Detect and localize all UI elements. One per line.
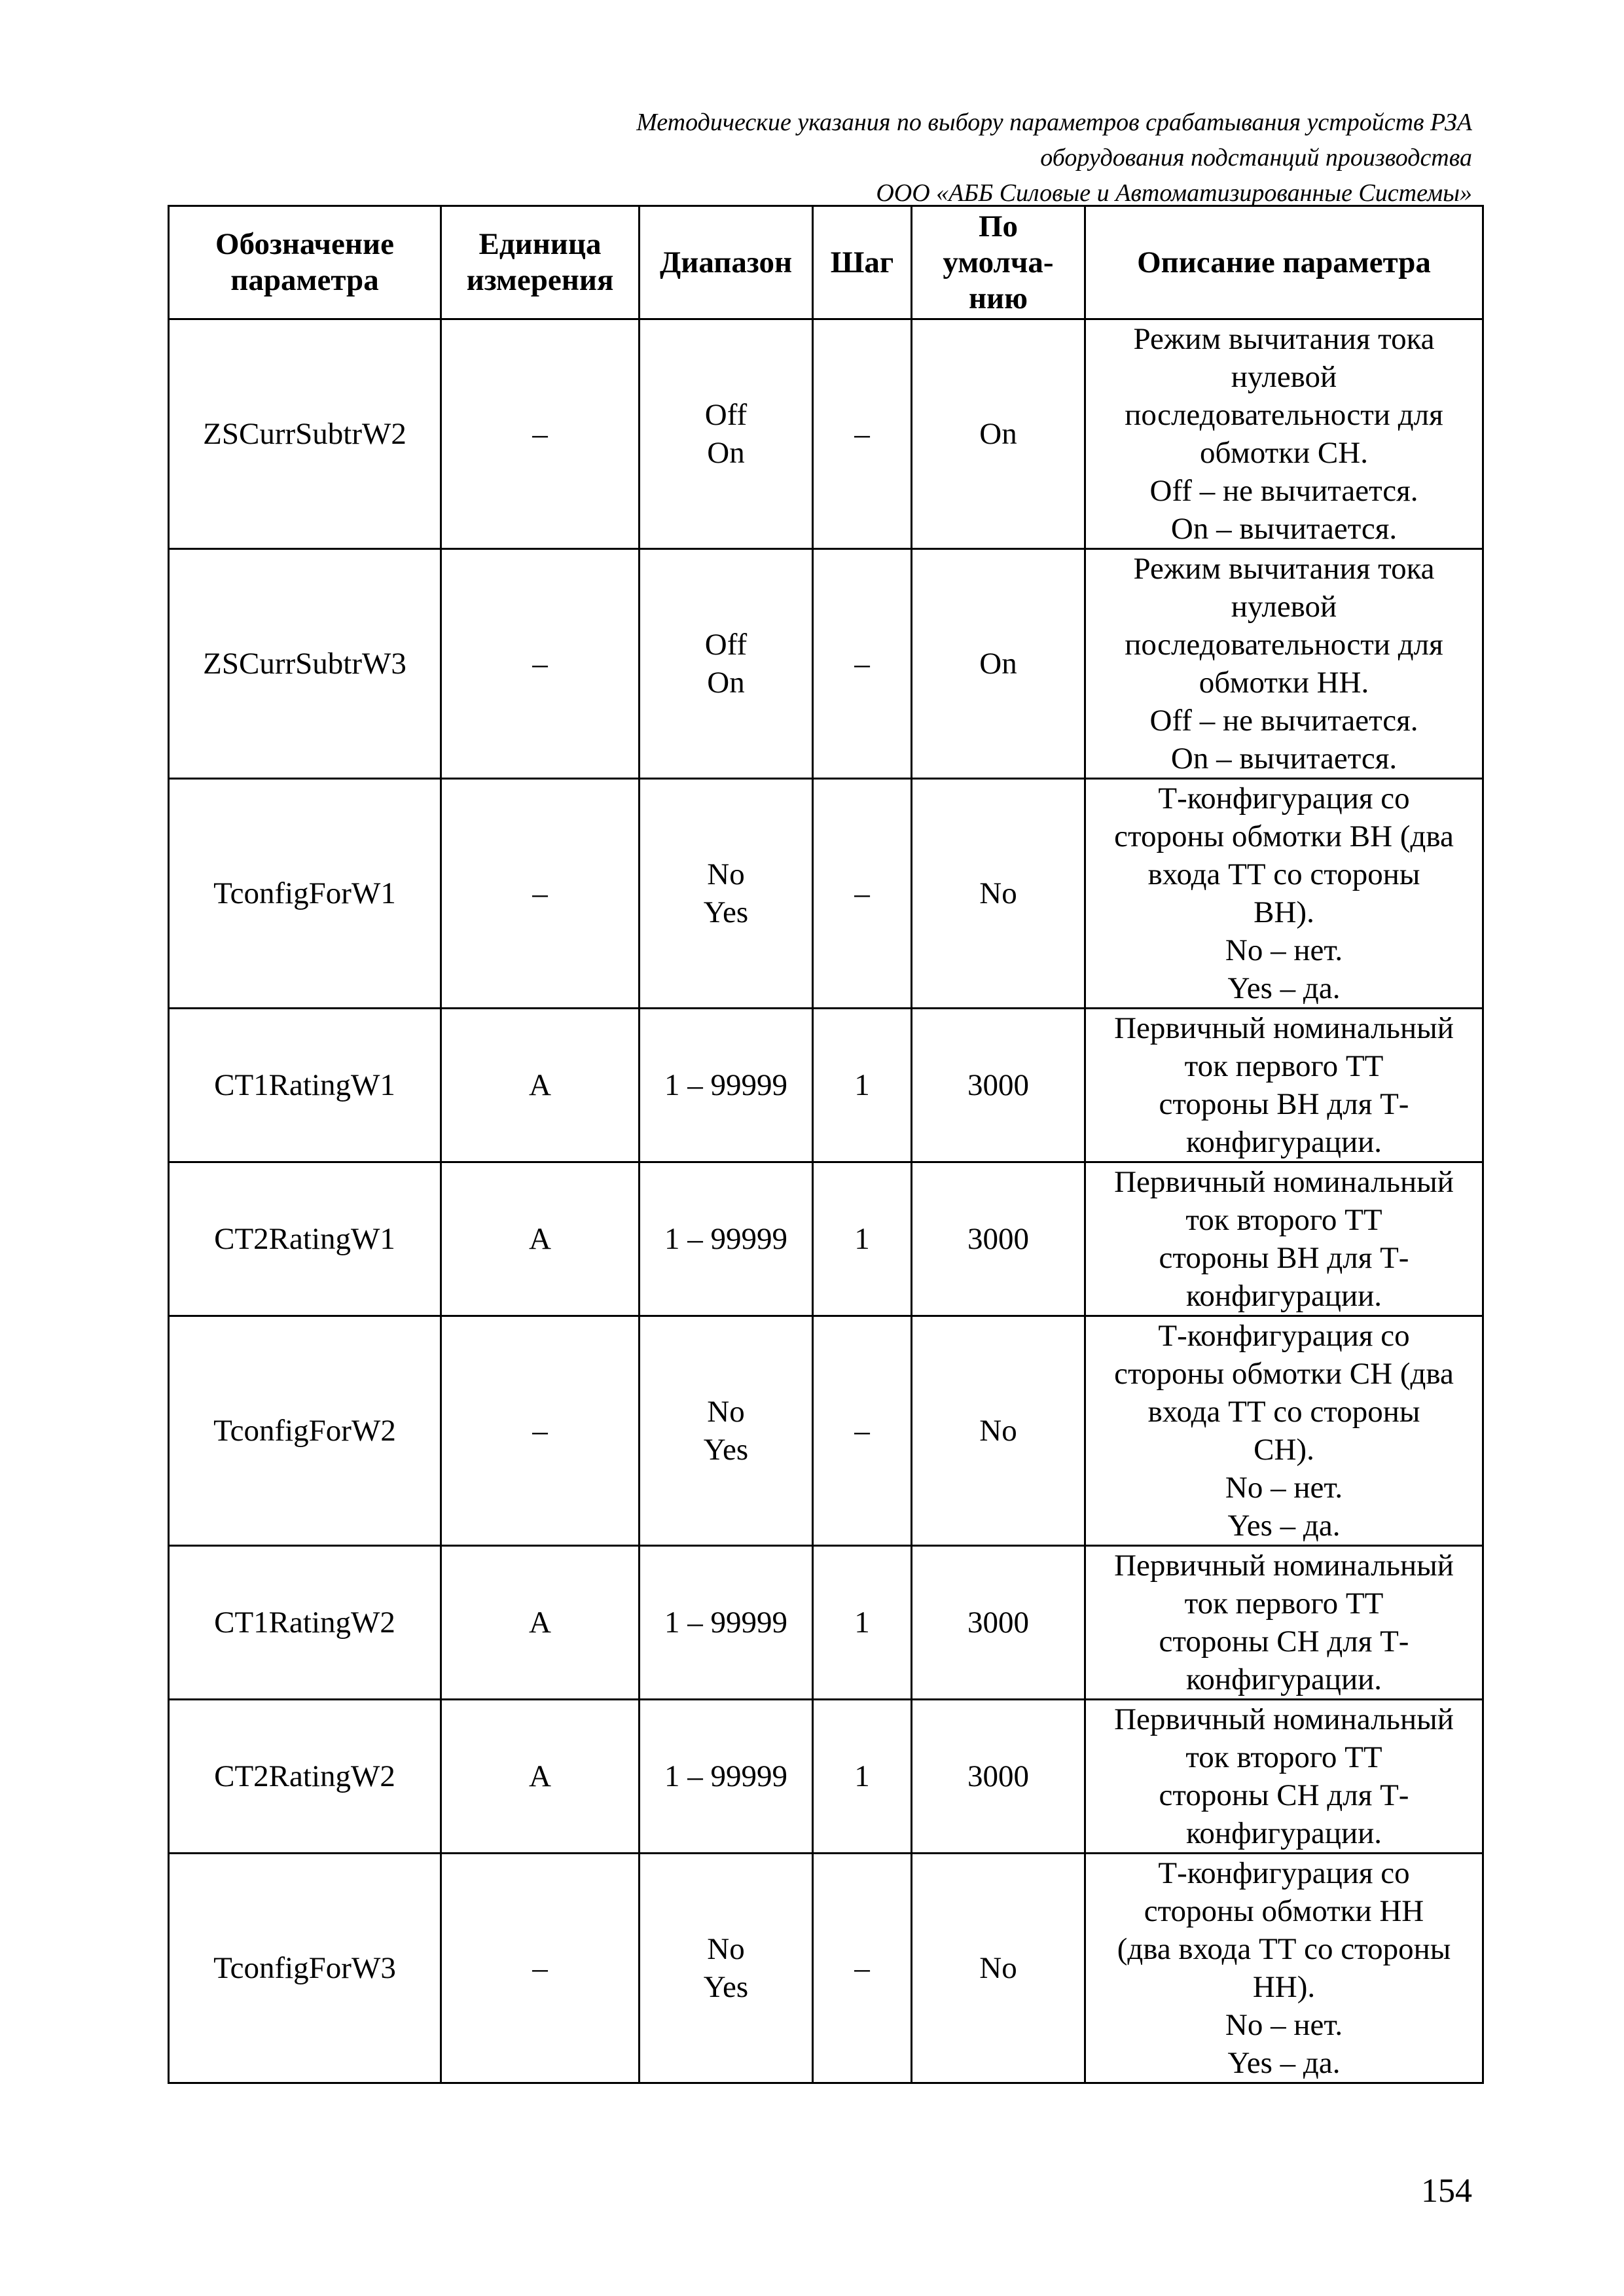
param-name-cell: TconfigForW1 — [169, 779, 441, 1009]
header-text-line: Диапазон — [659, 245, 793, 279]
description-cell-line: No – нет. — [1225, 933, 1343, 967]
default-cell: 3000 — [912, 1546, 1085, 1700]
step-cell: – — [813, 319, 912, 549]
unit-cell: A — [441, 1162, 640, 1316]
header-text-line: Обозначение — [215, 227, 394, 261]
description-cell-line: ВН). — [1254, 895, 1314, 929]
step-cell: – — [813, 779, 912, 1009]
description-cell-line: СН). — [1254, 1433, 1314, 1467]
description-cell-line: Т-конфигурация со — [1158, 781, 1410, 816]
description-cell-line: стороны ВН для Т- — [1159, 1241, 1409, 1275]
default-cell: No — [912, 779, 1085, 1009]
description-cell-line: No – нет. — [1225, 2008, 1343, 2042]
description-cell-line: последовательности для — [1125, 628, 1443, 662]
unit-cell: – — [441, 1316, 640, 1546]
param-name-cell: TconfigForW3 — [169, 1854, 441, 2083]
header-range — [640, 206, 813, 319]
description-cell-line: нулевой — [1231, 590, 1337, 624]
range-cell-line: 1 – 99999 — [664, 1759, 787, 1793]
description-cell-line: стороны обмотки ВН (два — [1114, 819, 1454, 853]
description-cell — [1085, 1700, 1483, 1854]
default-cell: On — [912, 319, 1085, 549]
header-text-line: По — [978, 209, 1019, 243]
description-cell-line: On – вычитается. — [1170, 742, 1398, 776]
range-cell — [640, 1162, 813, 1316]
header-text-line: измерения — [466, 263, 614, 297]
description-cell-line: Режим вычитания тока — [1133, 552, 1435, 586]
range-cell-line: Off — [704, 398, 748, 432]
header-text-line: нию — [968, 281, 1028, 315]
range-cell-line: Yes — [703, 1433, 749, 1467]
default-cell: No — [912, 1854, 1085, 2083]
range-cell-line: 1 – 99999 — [664, 1068, 787, 1102]
description-cell-line: ток второго ТТ — [1185, 1740, 1382, 1774]
header-step — [813, 206, 912, 319]
description-cell — [1085, 1854, 1483, 2083]
description-cell-line: конфигурации. — [1185, 1125, 1382, 1159]
range-cell-line: Yes — [703, 895, 749, 929]
description-cell-line: последовательности для — [1125, 398, 1443, 432]
header-param-name — [169, 206, 441, 319]
description-cell-line: Yes – да. — [1227, 1509, 1341, 1543]
table-row — [169, 1546, 1483, 1700]
description-cell-line: стороны СН для Т- — [1159, 1624, 1409, 1659]
description-cell-line: Первичный номинальный — [1114, 1011, 1454, 1045]
description-cell-line: Первичный номинальный — [1114, 1702, 1454, 1736]
description-cell-line: Режим вычитания тока — [1133, 322, 1435, 356]
description-cell — [1085, 319, 1483, 549]
table-body — [169, 319, 1483, 2083]
header-line-2: оборудования подстанций производства — [1040, 144, 1472, 171]
header-default — [912, 206, 1085, 319]
description-cell-line: входа ТТ со стороны — [1147, 1395, 1420, 1429]
description-cell-line: стороны обмотки НН — [1144, 1894, 1424, 1928]
param-name-cell: TconfigForW2 — [169, 1316, 441, 1546]
table-row — [169, 319, 1483, 549]
header-text-line: Шаг — [830, 245, 894, 279]
description-cell-line: стороны СН для Т- — [1159, 1778, 1409, 1812]
range-cell — [640, 549, 813, 779]
range-cell-line: Off — [704, 628, 748, 662]
header-text-line: Описание параметра — [1137, 245, 1431, 279]
range-cell-line: 1 – 99999 — [664, 1605, 787, 1640]
param-name-cell: CT2RatingW2 — [169, 1700, 441, 1854]
default-cell: On — [912, 549, 1085, 779]
param-name-cell: CT1RatingW2 — [169, 1546, 441, 1700]
header-line-1: Методические указания по выбору параметров срабатывания устройств РЗА — [636, 109, 1472, 136]
unit-cell: – — [441, 1854, 640, 2083]
description-cell-line: No – нет. — [1225, 1471, 1343, 1505]
step-cell: – — [813, 549, 912, 779]
description-cell-line: ток первого ТТ — [1184, 1587, 1384, 1621]
table-row — [169, 779, 1483, 1009]
param-name-cell: CT1RatingW1 — [169, 1009, 441, 1162]
description-cell-line: конфигурации. — [1185, 1816, 1382, 1850]
description-cell-line: нулевой — [1231, 360, 1337, 394]
description-cell-line: конфигурации. — [1185, 1279, 1382, 1313]
default-cell: 3000 — [912, 1162, 1085, 1316]
description-cell-line: Off – не вычитается. — [1149, 704, 1418, 738]
table-header-row — [169, 206, 1483, 319]
range-cell — [640, 319, 813, 549]
header-text-line: умолча- — [943, 245, 1054, 279]
description-cell-line: обмотки СН. — [1200, 436, 1368, 470]
range-cell-line: 1 – 99999 — [664, 1222, 787, 1256]
description-cell-line: Off – не вычитается. — [1149, 474, 1418, 508]
description-cell-line: стороны ВН для Т- — [1159, 1087, 1409, 1121]
range-cell-line: On — [707, 436, 745, 470]
page-number: 154 — [1421, 2172, 1472, 2210]
header-description — [1085, 206, 1483, 319]
description-cell-line: Первичный номинальный — [1114, 1165, 1454, 1199]
range-cell — [640, 779, 813, 1009]
range-cell — [640, 1700, 813, 1854]
range-cell-line: On — [707, 666, 745, 700]
step-cell: – — [813, 1316, 912, 1546]
description-cell-line: ток второго ТТ — [1185, 1203, 1382, 1237]
range-cell — [640, 1854, 813, 2083]
header-text-line: параметра — [230, 263, 379, 297]
description-cell-line: конфигурации. — [1185, 1662, 1382, 1696]
description-cell — [1085, 1316, 1483, 1546]
running-header — [636, 105, 1472, 211]
description-cell-line: Yes – да. — [1227, 971, 1341, 1005]
header-line-3: ООО «АББ Силовые и Автоматизированные Системы» — [876, 179, 1472, 207]
default-cell: 3000 — [912, 1700, 1085, 1854]
step-cell: 1 — [813, 1009, 912, 1162]
default-cell: 3000 — [912, 1009, 1085, 1162]
step-cell: 1 — [813, 1162, 912, 1316]
description-cell-line: обмотки НН. — [1199, 666, 1369, 700]
description-cell — [1085, 779, 1483, 1009]
table-row — [169, 1700, 1483, 1854]
unit-cell: A — [441, 1546, 640, 1700]
unit-cell: A — [441, 1009, 640, 1162]
description-cell-line: Yes – да. — [1227, 2046, 1341, 2080]
description-cell-line: Первичный номинальный — [1114, 1549, 1454, 1583]
range-cell-line: No — [707, 1395, 745, 1429]
header-text-line: Единица — [478, 227, 602, 261]
description-cell-line: НН). — [1252, 1970, 1316, 2004]
description-cell — [1085, 1546, 1483, 1700]
description-cell-line: стороны обмотки СН (два — [1114, 1357, 1454, 1391]
description-cell-line: ток первого ТТ — [1184, 1049, 1384, 1083]
range-cell-line: No — [707, 857, 745, 891]
table-row — [169, 1854, 1483, 2083]
default-cell: No — [912, 1316, 1085, 1546]
table-row — [169, 1009, 1483, 1162]
range-cell — [640, 1546, 813, 1700]
description-cell-line: (два входа ТТ со стороны — [1117, 1932, 1451, 1966]
description-cell — [1085, 549, 1483, 779]
range-cell-line: Yes — [703, 1970, 749, 2004]
table-row — [169, 1316, 1483, 1546]
description-cell — [1085, 1009, 1483, 1162]
description-cell-line: Т-конфигурация со — [1158, 1319, 1410, 1353]
param-name-cell: ZSCurrSubtrW2 — [169, 319, 441, 549]
parameters-table — [168, 205, 1484, 2084]
header-unit — [441, 206, 640, 319]
range-cell — [640, 1316, 813, 1546]
table-row — [169, 1162, 1483, 1316]
unit-cell: A — [441, 1700, 640, 1854]
range-cell-line: No — [707, 1932, 745, 1966]
description-cell-line: Т-конфигурация со — [1158, 1856, 1410, 1890]
description-cell-line: On – вычитается. — [1170, 512, 1398, 546]
description-cell — [1085, 1162, 1483, 1316]
unit-cell: – — [441, 319, 640, 549]
unit-cell: – — [441, 779, 640, 1009]
step-cell: 1 — [813, 1700, 912, 1854]
param-name-cell: ZSCurrSubtrW3 — [169, 549, 441, 779]
unit-cell: – — [441, 549, 640, 779]
description-cell-line: входа ТТ со стороны — [1147, 857, 1420, 891]
range-cell — [640, 1009, 813, 1162]
step-cell: – — [813, 1854, 912, 2083]
param-name-cell: CT2RatingW1 — [169, 1162, 441, 1316]
table-row — [169, 549, 1483, 779]
step-cell: 1 — [813, 1546, 912, 1700]
